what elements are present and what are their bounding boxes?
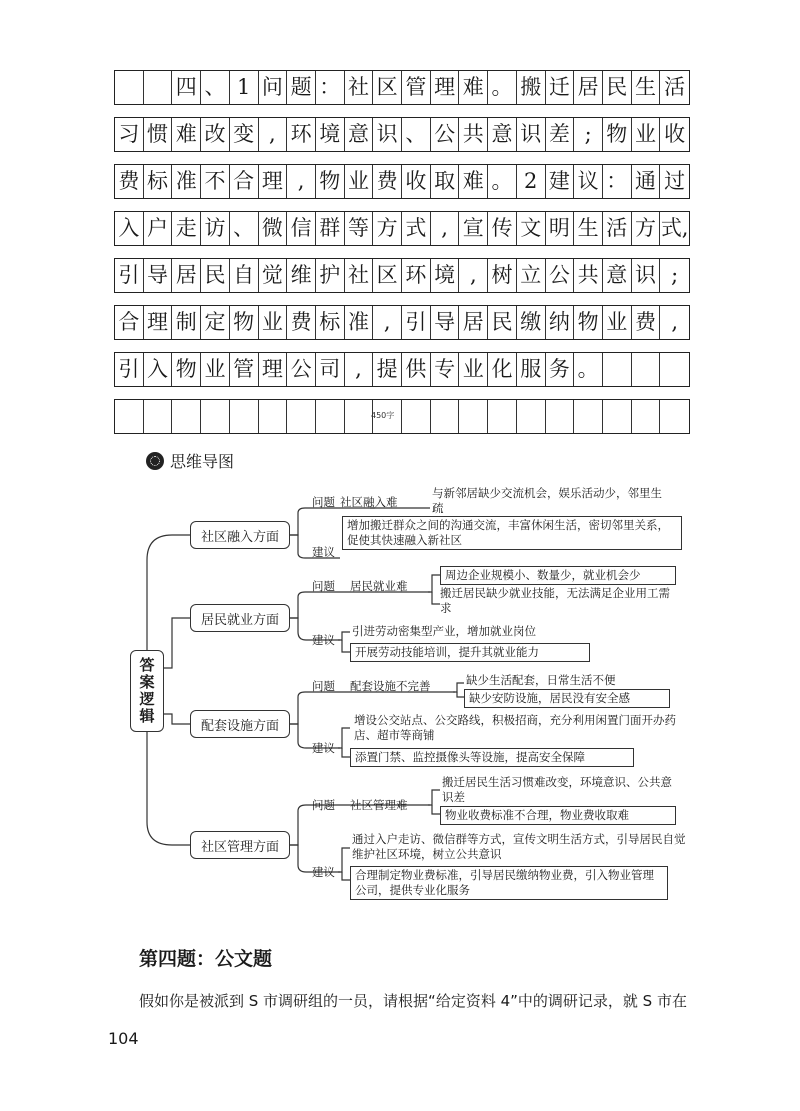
grid-cell: 标	[144, 165, 173, 198]
grid-cell	[230, 400, 259, 433]
grid-cell: 觉	[259, 259, 288, 292]
connector	[342, 640, 350, 652]
grid-cell: 居	[172, 259, 201, 292]
grid-cell: 共	[459, 118, 488, 151]
grid-cell: ,	[671, 310, 678, 334]
problem-tag: 问题	[312, 579, 335, 593]
grid-cell: 引	[402, 306, 431, 339]
grid-cell	[345, 400, 374, 433]
grid-cell: 意	[345, 118, 374, 151]
grid-cell: 共	[574, 259, 603, 292]
connector	[290, 592, 430, 618]
grid-cell: 环	[402, 259, 431, 292]
grid-cell: 难	[459, 71, 488, 104]
grid-cell: 费	[115, 165, 144, 198]
connector	[338, 728, 350, 748]
grid-cell: 树	[488, 259, 517, 292]
problem-detail: 周边企业规模小、数量少，就业机会少	[440, 566, 676, 585]
problem-text: 配套设施不完善	[350, 679, 431, 693]
problem-tag: 问题	[312, 679, 335, 693]
grid-cell: 。	[574, 353, 603, 386]
problem-detail: 缺少生活配套，日常生活不便	[466, 673, 616, 687]
grid-cell: 搬	[517, 71, 546, 104]
suggestion-detail: 引进劳动密集型产业，增加就业岗位	[352, 624, 536, 638]
grid-cell: 议	[574, 165, 603, 198]
grid-cell	[488, 400, 517, 433]
grid-cell: 合	[230, 165, 259, 198]
grid-cell: 区	[373, 259, 402, 292]
suggestion-detail: 添置门禁、监控摄像头等设施，提高安全保障	[350, 748, 634, 767]
grid-cell: 微	[259, 212, 288, 245]
grid-row	[114, 399, 690, 434]
grid-cell: 惯	[144, 118, 173, 151]
grid-cell: 入	[115, 212, 144, 245]
grid-cell	[517, 400, 546, 433]
grid-cell: 收	[664, 122, 686, 146]
grid-cell: 访	[201, 212, 230, 245]
grid-cell: 迁	[546, 71, 575, 104]
suggestion-detail: 增加搬迁群众之间的沟通交流，丰富休闲生活，密切邻里关系，促使其快速融入新社区	[342, 516, 682, 550]
grid-cell: 变	[230, 118, 259, 151]
grid-cell: ,	[373, 306, 402, 339]
grid-cell: ,	[431, 212, 460, 245]
grid-cell: 化	[488, 353, 517, 386]
grid-cell: 提	[373, 353, 402, 386]
grid-cell	[144, 400, 173, 433]
grid-cell: 物	[230, 306, 259, 339]
grid-cell: 意	[488, 118, 517, 151]
grid-cell: 难	[172, 118, 201, 151]
grid-row	[114, 305, 690, 340]
grid-cell	[632, 353, 661, 386]
grid-cell: 活	[664, 75, 686, 99]
grid-cell: 境	[431, 259, 460, 292]
suggestion-detail: 通过入户走访、微信群等方式，宣传文明生活方式，引导居民自觉维护社区环境，树立公共意识	[352, 832, 686, 861]
grid-cell: 识	[632, 259, 661, 292]
grid-cell: 民	[488, 306, 517, 339]
connector	[453, 683, 464, 692]
grid-cell: 、	[230, 212, 259, 245]
grid-cell: 不	[201, 165, 230, 198]
mind-map-icon	[146, 452, 164, 470]
connector	[432, 592, 440, 604]
grid-cell: 。	[488, 71, 517, 104]
grid-cell: 纳	[546, 306, 575, 339]
grid-row	[114, 258, 690, 293]
grid-cell: 活	[603, 212, 632, 245]
section-title: 第四题：公文题	[139, 948, 273, 970]
grid-cell: 境	[316, 118, 345, 151]
problem-detail: 与新邻居缺少交流机会，娱乐活动少，邻里生疏	[432, 486, 662, 515]
suggestion-tag: 建议	[312, 633, 335, 647]
problem-text: 社区管理难	[350, 798, 408, 812]
grid-cell: 导	[431, 306, 460, 339]
grid-cell	[574, 400, 603, 433]
grid-row	[114, 117, 690, 152]
grid-cell	[546, 400, 575, 433]
branch-management: 社区管理方面	[190, 831, 290, 859]
grid-cell: 物	[603, 118, 632, 151]
grid-cell	[115, 71, 144, 104]
grid-cell	[603, 353, 632, 386]
grid-cell: 识	[517, 118, 546, 151]
grid-cell: 定	[201, 306, 230, 339]
grid-cell: 居	[574, 71, 603, 104]
grid-cell: 司	[316, 353, 345, 386]
grid-cell: 生	[574, 212, 603, 245]
branch-community-integration: 社区融入方面	[190, 521, 290, 549]
grid-cell: 物	[316, 165, 345, 198]
connector	[342, 748, 350, 757]
grid-cell: 式	[402, 212, 431, 245]
grid-cell: 护	[316, 259, 345, 292]
grid-cell: 务	[546, 353, 575, 386]
connector	[428, 790, 440, 805]
grid-cell: 题	[287, 71, 316, 104]
word-count-label: 450字	[371, 411, 395, 420]
grid-cell: ;	[671, 263, 679, 287]
grid-cell	[259, 400, 288, 433]
grid-cell: 标	[316, 306, 345, 339]
suggestion-tag: 建议	[312, 545, 335, 559]
connector	[428, 575, 440, 592]
grid-cell	[144, 71, 173, 104]
grid-cell: 业	[459, 353, 488, 386]
grid-cell: 群	[316, 212, 345, 245]
connector	[457, 692, 464, 697]
grid-cell: 物	[574, 306, 603, 339]
grid-cell: 业	[632, 118, 661, 151]
grid-cell: 四	[172, 71, 201, 104]
grid-cell: 区	[373, 71, 402, 104]
grid-cell: 专	[431, 353, 460, 386]
grid-cell: 立	[517, 259, 546, 292]
grid-cell: 费	[632, 306, 661, 339]
grid-cell: 缴	[517, 306, 546, 339]
grid-cell: 1	[230, 71, 259, 104]
grid-cell: 理	[259, 353, 288, 386]
connector	[338, 848, 350, 872]
grid-cell	[660, 400, 689, 433]
problem-text: 社区融入难	[340, 495, 398, 509]
mind-map-root: 答案逻辑	[130, 650, 164, 732]
grid-cell: 供	[402, 353, 431, 386]
grid-cell	[201, 400, 230, 433]
grid-cell: 传	[488, 212, 517, 245]
grid-cell: 2	[517, 165, 546, 198]
grid-cell: 。	[488, 165, 517, 198]
grid-cell	[632, 400, 661, 433]
grid-cell: 理	[259, 165, 288, 198]
suggestion-tag: 建议	[312, 741, 335, 755]
grid-cell	[431, 400, 460, 433]
grid-cell: 通	[632, 165, 661, 198]
grid-cell: 取	[431, 165, 460, 198]
grid-cell: 识	[373, 118, 402, 151]
grid-cell: 管	[230, 353, 259, 386]
grid-cell: 生	[632, 71, 661, 104]
grid-cell: 习	[115, 118, 144, 151]
grid-cell	[660, 353, 689, 386]
grid-cell: 、	[402, 118, 431, 151]
grid-cell: 自	[230, 259, 259, 292]
grid-cell: 收	[402, 165, 431, 198]
grid-cell: 信	[287, 212, 316, 245]
grid-cell: 文	[517, 212, 546, 245]
grid-cell: 费	[287, 306, 316, 339]
grid-cell: 方	[373, 212, 402, 245]
grid-cell: ,	[259, 118, 288, 151]
mind-map-header	[146, 449, 234, 472]
page-number: 104	[108, 1029, 139, 1048]
problem-tag: 问题	[312, 798, 335, 812]
problem-detail: 物业收费标准不合理，物业费收取难	[440, 806, 676, 825]
grid-cell: 意	[603, 259, 632, 292]
body-text: 假如你是被派到 S 市调研组的一员，请根据“给定资料 4”中的调研记录，就 S 市在	[139, 992, 687, 1010]
grid-cell: 社	[345, 71, 374, 104]
grid-cell: 业	[259, 306, 288, 339]
grid-cell: 公	[431, 118, 460, 151]
grid-cell: 引	[115, 259, 144, 292]
grid-cell: 方	[632, 212, 661, 245]
grid-cell	[115, 400, 144, 433]
grid-cell: 维	[287, 259, 316, 292]
grid-cell	[402, 400, 431, 433]
connector	[338, 632, 350, 640]
suggestion-detail: 开展劳动技能培训，提升其就业能力	[350, 643, 590, 662]
branch-employment: 居民就业方面	[190, 604, 290, 632]
grid-cell: 费	[373, 165, 402, 198]
grid-cell: 理	[144, 306, 173, 339]
grid-cell: 过	[664, 169, 686, 193]
suggestion-tag: 建议	[312, 865, 335, 879]
problem-text: 居民就业难	[350, 579, 408, 593]
connector	[342, 872, 350, 880]
grid-cell: ：	[603, 165, 632, 198]
grid-cell: 准	[345, 306, 374, 339]
connector	[164, 618, 190, 668]
grid-cell: 民	[201, 259, 230, 292]
grid-cell: 公	[287, 353, 316, 386]
suggestion-detail: 增设公交站点、公交路线，积极招商，充分利用闲置门面开办药店、超市等商铺	[354, 713, 676, 742]
suggestion-detail: 合理制定物业费标准，引导居民缴纳物业费，引入物业管理公司，提供专业化服务	[350, 866, 668, 900]
grid-cell: 业	[201, 353, 230, 386]
grid-cell: 引	[115, 353, 144, 386]
grid-cell: 合	[115, 306, 144, 339]
grid-row	[114, 70, 690, 105]
grid-cell: 公	[546, 259, 575, 292]
grid-cell: 等	[345, 212, 374, 245]
problem-tag: 问题	[312, 495, 335, 509]
grid-cell: 民	[603, 71, 632, 104]
grid-cell	[172, 400, 201, 433]
grid-cell: 管	[402, 71, 431, 104]
problem-detail: 搬迁居民生活习惯难改变，环境意识、公共意识差	[442, 775, 672, 804]
grid-cell: 社	[345, 259, 374, 292]
grid-cell: ;	[574, 118, 603, 151]
grid-cell: 、	[201, 71, 230, 104]
grid-row	[114, 352, 690, 387]
grid-cell: 入	[144, 353, 173, 386]
grid-cell: 物	[172, 353, 201, 386]
connector	[164, 714, 190, 724]
grid-cell: ,	[287, 165, 316, 198]
grid-cell: 差	[546, 118, 575, 151]
grid-cell: 准	[172, 165, 201, 198]
grid-cell: 明	[546, 212, 575, 245]
grid-cell: 改	[201, 118, 230, 151]
grid-cell: 理	[431, 71, 460, 104]
connector	[147, 535, 190, 650]
grid-cell: 业	[603, 306, 632, 339]
problem-detail: 缺少安防设施，居民没有安全感	[464, 689, 670, 708]
grid-cell: 环	[287, 118, 316, 151]
mind-map-title: 思维导图	[170, 452, 235, 471]
grid-cell: 业	[345, 165, 374, 198]
grid-cell: 建	[546, 165, 575, 198]
answer-grid	[114, 70, 690, 446]
grid-cell: 服	[517, 353, 546, 386]
grid-row	[114, 211, 690, 246]
grid-row	[114, 164, 690, 199]
grid-cell: 式,	[660, 216, 689, 240]
connector	[147, 732, 190, 845]
grid-cell	[603, 400, 632, 433]
grid-cell: 问	[259, 71, 288, 104]
grid-cell: 导	[144, 259, 173, 292]
grid-cell: 难	[459, 165, 488, 198]
grid-cell	[459, 400, 488, 433]
grid-cell: ,	[459, 259, 488, 292]
grid-cell: 户	[144, 212, 173, 245]
grid-cell	[316, 400, 345, 433]
grid-cell: 制	[172, 306, 201, 339]
branch-facilities: 配套设施方面	[190, 710, 290, 738]
problem-detail: 搬迁居民缺少就业技能，无法满足企业用工需求	[440, 586, 670, 615]
grid-cell: 宣	[459, 212, 488, 245]
grid-cell: 走	[172, 212, 201, 245]
grid-cell: 居	[459, 306, 488, 339]
grid-cell: ：	[316, 71, 345, 104]
grid-cell	[287, 400, 316, 433]
connector	[432, 805, 440, 814]
grid-cell: ,	[345, 353, 374, 386]
